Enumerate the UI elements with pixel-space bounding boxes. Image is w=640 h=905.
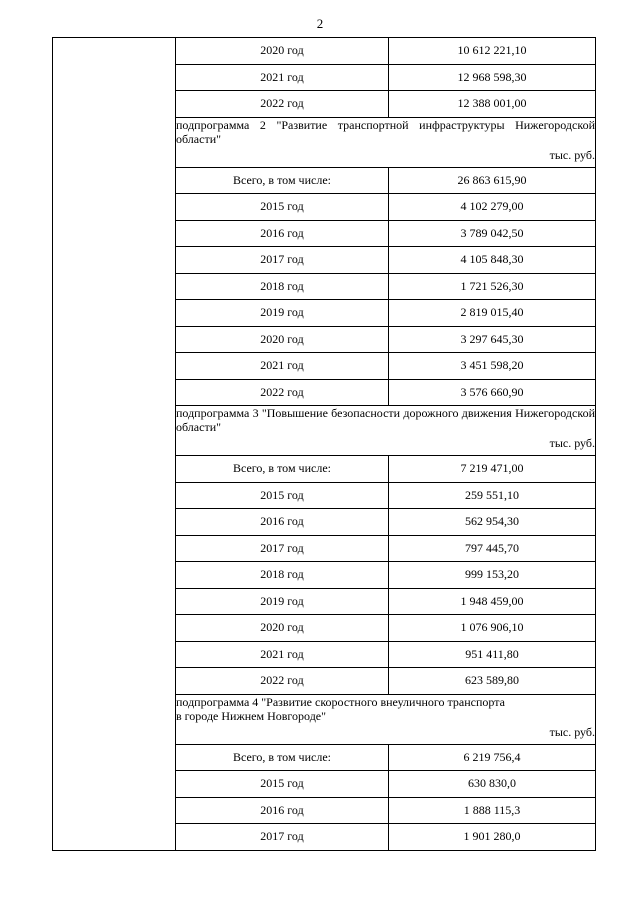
row-value: 1 076 906,10 — [389, 615, 596, 642]
row-label: 2022 год — [176, 379, 389, 406]
row-value: 4 102 279,00 — [389, 194, 596, 221]
row-label: 2021 год — [176, 64, 389, 91]
row-value: 6 219 756,4 — [389, 744, 596, 771]
row-value: 797 445,70 — [389, 535, 596, 562]
table-row — [53, 38, 596, 65]
row-label: 2021 год — [176, 353, 389, 380]
row-label: 2017 год — [176, 535, 389, 562]
subprogram-3-cell — [176, 406, 596, 456]
row-value: 1 901 280,0 — [389, 824, 596, 851]
row-value: 630 830,0 — [389, 771, 596, 798]
row-label: 2016 год — [176, 509, 389, 536]
row-label: 2020 год — [176, 38, 389, 65]
row-label: 2022 год — [176, 91, 389, 118]
row-value: 4 105 848,30 — [389, 247, 596, 274]
unit-label: тыс. руб. — [549, 147, 595, 162]
left-column — [53, 38, 176, 851]
row-value: 3 451 598,20 — [389, 353, 596, 380]
row-label: 2015 год — [176, 771, 389, 798]
row-label: Всего, в том числе: — [176, 456, 389, 483]
row-value: 3 297 645,30 — [389, 326, 596, 353]
subprogram-title: подпрограмма 3 "Повышение безопасности дорожного движения Нижегородской области" — [176, 406, 595, 434]
row-label: 2017 год — [176, 247, 389, 274]
row-value: 10 612 221,10 — [389, 38, 596, 65]
row-label: Всего, в том числе: — [176, 167, 389, 194]
row-value: 12 388 001,00 — [389, 91, 596, 118]
row-label: 2018 год — [176, 273, 389, 300]
row-value: 259 551,10 — [389, 482, 596, 509]
row-label: 2022 год — [176, 668, 389, 695]
row-value: 3 789 042,50 — [389, 220, 596, 247]
subprogram-title-line: в городе Нижнем Новгороде" — [176, 708, 327, 723]
row-value: 12 968 598,30 — [389, 64, 596, 91]
unit-label: тыс. руб. — [549, 436, 595, 450]
row-value: 7 219 471,00 — [389, 456, 596, 483]
row-label: 2016 год — [176, 220, 389, 247]
row-label: 2019 год — [176, 300, 389, 327]
unit-label: тыс. руб. — [549, 724, 595, 739]
page-number: 2 — [316, 16, 324, 31]
row-label: 2018 год — [176, 562, 389, 589]
row-label: 2015 год — [176, 482, 389, 509]
row-value: 999 153,20 — [389, 562, 596, 589]
row-value: 951 411,80 — [389, 641, 596, 668]
row-label: 2020 год — [176, 615, 389, 642]
row-label: 2021 год — [176, 641, 389, 668]
row-label: 2015 год — [176, 194, 389, 221]
row-label: 2019 год — [176, 588, 389, 615]
row-value: 26 863 615,90 — [389, 167, 596, 194]
row-label: 2017 год — [176, 824, 389, 851]
row-value: 1 888 115,3 — [389, 797, 596, 824]
row-label: Всего, в том числе: — [176, 744, 389, 771]
row-value: 562 954,30 — [389, 509, 596, 536]
row-value: 2 819 015,40 — [389, 300, 596, 327]
row-value: 3 576 660,90 — [389, 379, 596, 406]
row-value: 1 948 459,00 — [389, 588, 596, 615]
funding-table — [52, 37, 596, 851]
subprogram-title-line: подпрограмма 4 "Развитие скоростного внеуличного транспорта — [176, 694, 505, 709]
row-value: 1 721 526,30 — [389, 273, 596, 300]
row-label: 2020 год — [176, 326, 389, 353]
subprogram-4-cell — [176, 694, 596, 744]
subprogram-title: подпрограмма 2 "Развитие транспортной инфраструктуры Нижегородской области" — [176, 117, 595, 146]
row-value: 623 589,80 — [389, 668, 596, 695]
subprogram-2-cell — [176, 117, 596, 167]
row-label: 2016 год — [176, 797, 389, 824]
